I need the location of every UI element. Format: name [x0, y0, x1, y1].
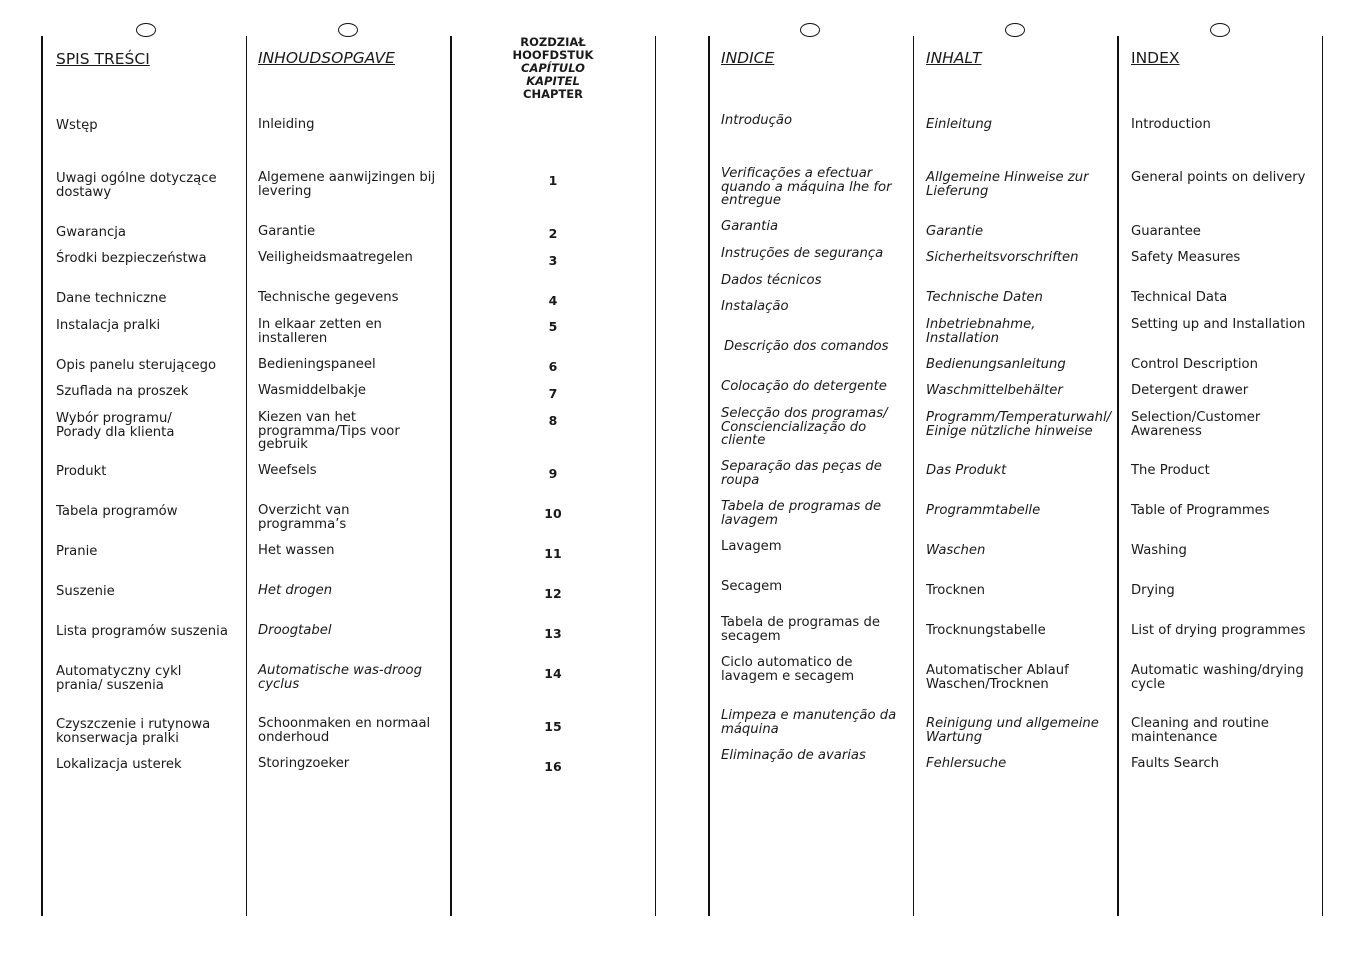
- toc-entry-en: Setting up and Installation: [1131, 317, 1306, 332]
- toc-entry-de: Garantie: [926, 224, 984, 239]
- toc-entry-nl: Kiezen van het programma/Tips voor gebruik: [258, 410, 400, 452]
- toc-entry-en: Technical Data: [1131, 290, 1228, 305]
- toc-entry-pt: Separação das peças de roupa: [721, 459, 882, 488]
- toc-entry-de: Allgemeine Hinweise zur Lieferung: [926, 170, 1089, 199]
- toc-entry-pt: Eliminação de avarias: [721, 748, 866, 763]
- divider-line: [246, 36, 247, 916]
- toc-entry-en: Guarantee: [1131, 224, 1201, 239]
- toc-entry-de: Automatischer Ablauf Waschen/Trocknen: [926, 663, 1069, 692]
- toc-entry-en: The Product: [1131, 463, 1210, 478]
- toc-entry-nl: Automatische was-droog cyclus: [258, 663, 422, 692]
- toc-entry-pt: Verificações a efectuar quando a máquina lhe for entregue: [721, 166, 892, 208]
- toc-entry-nl: Overzicht van programma’s: [258, 503, 350, 532]
- toc-entry-nl: Het wassen: [258, 543, 335, 558]
- toc-entry-en: Control Description: [1131, 357, 1258, 372]
- toc-entry-pl: Produkt: [56, 464, 107, 479]
- toc-entry-de: Trocknen: [926, 583, 986, 598]
- toc-entry-pl: Tabela programów: [56, 504, 178, 519]
- chapter-number: 1: [548, 173, 558, 188]
- chapter-number: 4: [548, 293, 558, 308]
- toc-entry-de: Fehlersuche: [926, 756, 1007, 771]
- binder-hole-icon: [136, 23, 156, 37]
- toc-entry-pl: Lista programów suszenia: [56, 624, 228, 639]
- chapter-header-line: ROZDZIAŁ: [520, 35, 586, 49]
- toc-entry-de: Waschmittelbehälter: [926, 383, 1063, 398]
- toc-entry-de: Trocknungstabelle: [926, 623, 1046, 638]
- toc-entry-pt: Lavagem: [721, 539, 782, 554]
- binder-hole-icon: [800, 23, 820, 37]
- chapter-number: 16: [544, 759, 562, 774]
- toc-entry-pl: Opis panelu sterującego: [56, 358, 217, 373]
- divider-line: [41, 36, 43, 916]
- chapter-header-line: CAPÍTULO: [521, 61, 585, 75]
- chapter-header: [452, 36, 654, 101]
- toc-entry-en: Table of Programmes: [1131, 503, 1270, 518]
- toc-entry-pt: Dados técnicos: [721, 273, 822, 288]
- chapter-number: 15: [544, 719, 562, 734]
- binder-hole-icon: [338, 23, 358, 37]
- toc-entry-pt: Limpeza e manutenção da máquina: [721, 708, 897, 737]
- toc-entry-nl: Het drogen: [258, 583, 333, 598]
- toc-entry-pt: Tabela de programas de secagem: [721, 615, 880, 644]
- toc-entry-en: Detergent drawer: [1131, 383, 1249, 398]
- toc-entry-en: General points on delivery: [1131, 170, 1306, 185]
- toc-entry-nl: Schoonmaken en normaal onderhoud: [258, 716, 431, 745]
- divider-line: [708, 36, 710, 916]
- toc-entry-pl: Suszenie: [56, 584, 115, 599]
- toc-entry-pt: Secagem: [721, 579, 783, 594]
- toc-entry-nl: Garantie: [258, 224, 316, 239]
- chapter-number: 13: [544, 626, 562, 641]
- binder-hole-icon: [1210, 23, 1230, 37]
- chapter-number: 12: [544, 586, 562, 601]
- toc-entry-pt: Ciclo automatico de lavagem e secagem: [721, 655, 855, 684]
- toc-entry-de: Programm/Temperaturwahl/ Einige nützliche hinweise: [926, 410, 1112, 439]
- toc-entry-en: Cleaning and routine maintenance: [1131, 716, 1269, 745]
- heading-portuguese: INDICE: [721, 49, 775, 67]
- toc-entry-nl: Technische gegevens: [258, 290, 399, 305]
- toc-entry-pl: Czyszczenie i rutynowa konserwacja pralki: [56, 717, 211, 746]
- toc-entry-de: Sicherheitsvorschriften: [926, 250, 1079, 265]
- toc-entry-nl: Inleiding: [258, 117, 315, 132]
- toc-entry-de: Waschen: [926, 543, 986, 558]
- toc-entry-nl: In elkaar zetten en installeren: [258, 317, 382, 346]
- heading-german: INHALT: [926, 49, 982, 67]
- divider-line: [655, 36, 656, 916]
- toc-entry-de: Technische Daten: [926, 290, 1043, 305]
- heading-english: INDEX: [1131, 49, 1180, 67]
- toc-entry-de: Programmtabelle: [926, 503, 1041, 518]
- toc-entry-nl: Weefsels: [258, 463, 317, 478]
- toc-entry-en: Safety Measures: [1131, 250, 1241, 265]
- toc-entry-pt: Descrição dos comandos: [724, 339, 889, 354]
- toc-entry-pt: Introdução: [721, 113, 793, 128]
- chapter-header-line: KAPITEL: [526, 74, 580, 88]
- toc-entry-pl: Automatyczny cykl prania/ suszenia: [56, 664, 182, 693]
- toc-entry-pl: Wstęp: [56, 118, 98, 133]
- toc-entry-en: Selection/Customer Awareness: [1131, 410, 1261, 439]
- toc-entry-en: Introduction: [1131, 117, 1211, 132]
- toc-entry-pl: Lokalizacja usterek: [56, 757, 182, 772]
- chapter-number: 3: [548, 253, 558, 268]
- divider-line: [1322, 36, 1323, 916]
- chapter-header-line: HOOFDSTUK: [512, 48, 594, 62]
- toc-entry-pl: Dane techniczne: [56, 291, 167, 306]
- chapter-number: 6: [548, 359, 558, 374]
- chapter-number: 11: [544, 546, 562, 561]
- toc-entry-en: Drying: [1131, 583, 1175, 598]
- toc-entry-en: Automatic washing/drying cycle: [1131, 663, 1304, 692]
- chapter-number: 5: [548, 319, 558, 334]
- chapter-number: 14: [544, 666, 562, 681]
- toc-entry-de: Inbetriebnahme, Installation: [926, 317, 1036, 346]
- toc-entry-de: Reinigung und allgemeine Wartung: [926, 716, 1099, 745]
- toc-entry-pl: Środki bezpieczeństwa: [56, 251, 207, 266]
- toc-entry-de: Einleitung: [926, 117, 993, 132]
- toc-entry-pl: Wybór programu/ Porady dla klienta: [56, 411, 175, 440]
- toc-entry-pt: Colocação do detergente: [721, 379, 887, 394]
- toc-entry-pt: Garantia: [721, 219, 779, 234]
- binder-hole-icon: [1005, 23, 1025, 37]
- heading-dutch: INHOUDSOPGAVE: [258, 49, 395, 67]
- toc-entry-pl: Uwagi ogólne dotyczące dostawy: [56, 171, 217, 200]
- toc-entry-en: Washing: [1131, 543, 1187, 558]
- toc-entry-de: Das Produkt: [926, 463, 1007, 478]
- toc-entry-pt: Selecção dos programas/ Consciencialização do cliente: [721, 406, 888, 448]
- chapter-number: 10: [544, 506, 562, 521]
- chapter-number: 2: [548, 226, 558, 241]
- toc-entry-de: Bedienungsanleitung: [926, 357, 1066, 372]
- toc-entry-pl: Instalacja pralki: [56, 318, 161, 333]
- toc-entry-nl: Droogtabel: [258, 623, 332, 638]
- toc-entry-pl: Pranie: [56, 544, 98, 559]
- divider-line: [913, 36, 914, 916]
- toc-entry-nl: Bedieningspaneel: [258, 357, 376, 372]
- chapter-number: 8: [548, 413, 558, 428]
- toc-entry-nl: Storingzoeker: [258, 756, 350, 771]
- toc-entry-en: List of drying programmes: [1131, 623, 1306, 638]
- toc-entry-pt: Instalação: [721, 299, 789, 314]
- chapter-header-line: CHAPTER: [523, 87, 583, 101]
- toc-entry-pt: Instruções de segurança: [721, 246, 884, 261]
- toc-entry-nl: Algemene aanwijzingen bij levering: [258, 170, 436, 199]
- heading-polish: SPIS TREŚCI: [56, 50, 150, 68]
- toc-entry-pt: Tabela de programas de lavagem: [721, 499, 882, 528]
- toc-entry-pl: Szuflada na proszek: [56, 384, 189, 399]
- divider-line: [1117, 36, 1119, 916]
- chapter-number: 9: [548, 466, 558, 481]
- toc-entry-en: Faults Search: [1131, 756, 1220, 771]
- chapter-number: 7: [548, 386, 558, 401]
- toc-entry-nl: Veiligheidsmaatregelen: [258, 250, 413, 265]
- toc-entry-nl: Wasmiddelbakje: [258, 383, 367, 398]
- toc-entry-pl: Gwarancja: [56, 225, 126, 240]
